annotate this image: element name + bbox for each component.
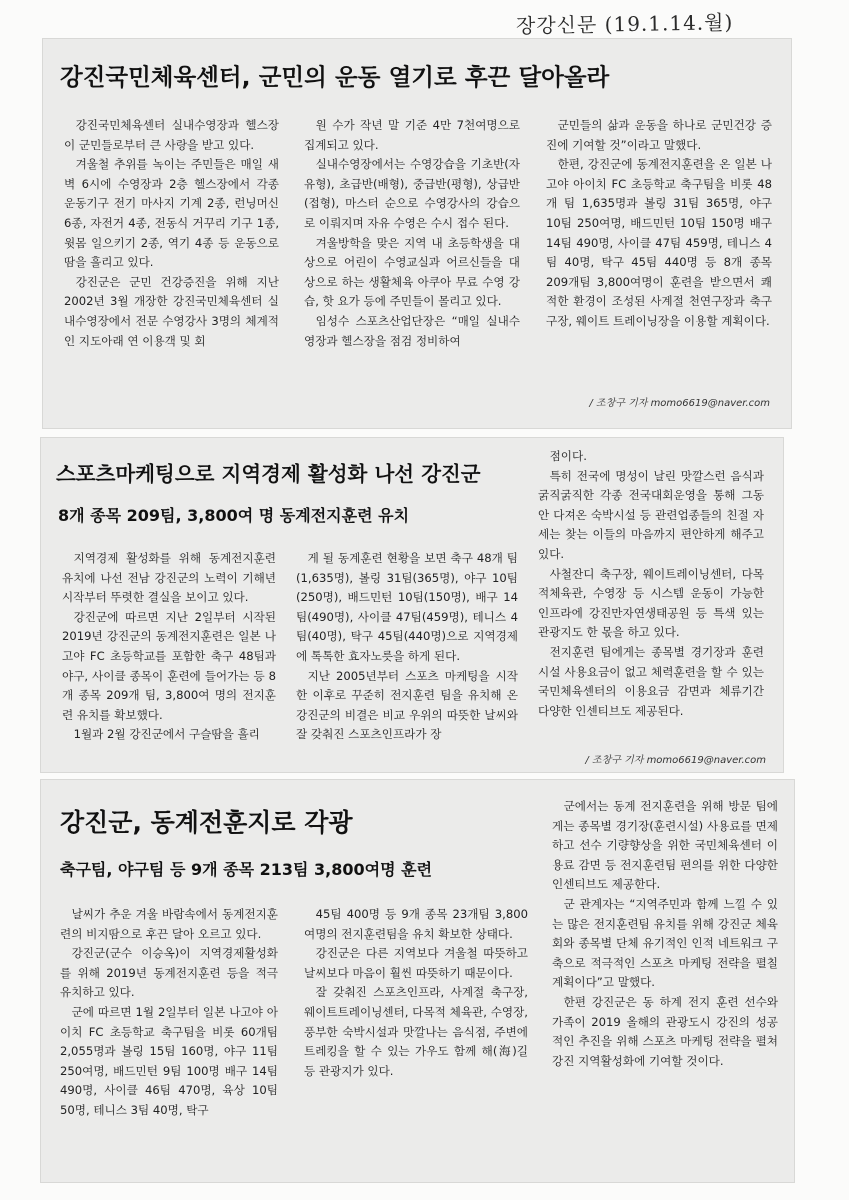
paragraph: 원 수가 작년 말 기준 4만 7천여명으로 집계되고 있다.	[304, 118, 520, 152]
paragraph: 실내수영장에서는 수영강습을 기초반(자유형), 초급반(배형), 중급반(평형), 상급반(접형), 마스터 순으로 수영강사의 강습으로 이뤄지며 자유 수영은 수시 접수 된다.	[304, 157, 520, 230]
paragraph: 군민들의 삶과 운동을 하나로 군민건강 증진에 기여할 것”이라고 말했다.	[546, 118, 772, 152]
paragraph: 사철잔디 축구장, 웨이트레이닝센터, 다목적체육관, 수영장 등 시스템 운동이 가능한 인프라에 강진만자연생태공원 등 특색 있는 관광지도 한 몫을 하고 있다.	[538, 566, 764, 640]
paragraph: 겨울방학을 맞은 지역 내 초등학생을 대상으로 어린이 수영교실과 어르신들을 대상으로 하는 생활체육 아쿠아 무료 수영 강습, 핫 요가 등에 주민들이 몰리고 있다.	[304, 235, 520, 309]
article3-subhead: 축구팀, 야구팀 등 9개 종목 213팀 3,800여명 훈련	[60, 860, 433, 879]
paragraph: 지난 2005년부터 스포츠 마케팅을 시작한 이후로 꾸준히 전지훈련 팀을 유치해 온 강진군의 비결은 비교 우위의 따뜻한 날씨와 잘 갖춰진 스포츠인프라가 장	[296, 668, 518, 742]
article2-column-1	[62, 549, 276, 767]
article-clipping-2	[40, 437, 784, 773]
paragraph: 강진군에 따르면 지난 2일부터 시작된 2019년 강진군의 동계전지훈련은 일본 나고야 FC 초등학교를 포함한 축구 48팀과 야구, 사이클 종목이 훈련에 들어가는 등 8개 종목 209개 팀, 3,800여 명의 전지훈련 유치를 확보했다.	[62, 609, 276, 722]
article2-subhead: 8개 종목 209팀, 3,800여 명 동계전지훈련 유치	[58, 506, 410, 525]
paragraph: 강진군은 다른 지역보다 겨울철 따뜻하고 날씨보다 마음이 훨씬 따뜻하기 때문이다.	[304, 946, 528, 980]
paragraph: 한편, 강진군에 동계전지훈련을 온 일본 나고야 아이치 FC 초등학교 축구팀을 비롯 48개 팀 1,635명과 볼링 31팀 365명, 야구 10팀 250여명, 배드민턴 10팀 150명 배구 14팀 490명, 사이클 47팀 459명, 테니스 4팀 40명, 탁구 45팀 440명 등 8개 종목 209개팀 3,800여명이 훈련을 받으면서 쾌적한 환경이 조성된 사계절 천연구장과 축구구장, 웨이트 트레이닝장을 이용할 계획이다.	[546, 157, 772, 328]
article3-column-3	[552, 797, 778, 1177]
article3-column-1	[60, 905, 278, 1175]
paragraph: 점이다.	[549, 449, 587, 463]
article1-column-1	[64, 116, 279, 420]
paragraph: 특히 전국에 명성이 날린 맛깔스런 음식과 굵직굵직한 각종 전국대회운영을 통해 그동안 다져온 숙박시설 등 관련업종들의 친절 자세는 찾는 이들의 마음까지 편안하게 해주고 있다.	[538, 468, 764, 561]
paragraph: 임성수 스포츠산업단장은 “매일 실내수영장과 헬스장을 점검 정비하여	[304, 313, 520, 348]
article1-column-3	[546, 116, 772, 402]
paragraph: 45팀 400명 등 9개 종목 23개팀 3,800여명의 전지훈련팀을 유치 확보한 상태다.	[304, 907, 528, 941]
article1-byline: / 조창구 기자 momo6619@naver.com	[589, 398, 770, 409]
handwritten-date-note: 장강신문 (19.1.14.월)	[515, 10, 734, 38]
article-clipping-3	[40, 779, 795, 1183]
paragraph: 날씨가 추운 겨울 바람속에서 동계전지훈련의 비지땀으로 후끈 달아 오르고 있다.	[60, 907, 278, 941]
paragraph: 한편 강진군은 동 하계 전지 훈련 선수와 가족이 2019 올해의 관광도시 강진의 성공적인 추진을 위해 스포츠 마케팅 전략을 펼쳐 강진 지역활성화에 기여할 것이다.	[552, 994, 778, 1068]
paragraph: 전지훈련 팀에게는 종목별 경기장과 훈련시설 사용요금이 없고 체력훈련을 할 수 있는 국민체육센터의 이용요금 감면과 체류기간 다양한 인센티브도 제공된다.	[538, 644, 764, 718]
paragraph: 잘 갖춰진 스포츠인프라, 사계절 축구장, 웨이트트레이닝센터, 다목적 체육관, 수영장, 풍부한 숙박시설과 맛깔나는 음식점, 주변에 트레킹을 할 수 있는 가우도 함께 해(海)길 등 관광지가 있다.	[304, 985, 528, 1078]
paragraph: 게 될 동계훈련 현황을 보면 축구 48개 팀(1,635명), 볼링 31팀(365명), 야구 10팀(250명), 배드민턴 10팀(150명), 배구 14팀(490명), 사이클 47팀(459명), 테니스 4팀(40명), 탁구 45팀(440명)으로 지역경제에 톡톡한 효자노릇을 하게 된다.	[296, 551, 518, 663]
paragraph: 군에서는 동계 전지훈련을 위해 방문 팀에게는 종목별 경기장(훈련시설) 사용료를 면제하고 선수 기량향상을 위한 국민체육센터 이용료 감면 등 전지훈련팀 편의를 위한 다양한 인센티브도 제공한다.	[552, 799, 778, 892]
paragraph: 지역경제 활성화를 위해 동계전지훈련 유치에 나선 전남 강진군의 노력이 기해년 시작부터 뚜렷한 결실을 보이고 있다.	[62, 551, 276, 605]
article2-byline: / 조창구 기자 momo6619@naver.com	[585, 755, 766, 766]
article2-column-2	[296, 549, 518, 767]
paragraph: 1월과 2월 강진군에서 구슬땀을 흘리	[73, 727, 260, 742]
paragraph: 강진군(군수 이승옥)이 지역경제활성화를 위해 2019년 동계전지훈련 등을 적극 유치하고 있다.	[60, 946, 278, 1000]
paragraph: 강진군은 군민 건강증진을 위해 지난 2002년 3월 개장한 강진국민체육센터 실내수영장에서 전문 수영강사 3명의 체계적인 지도아래 연 이용객 및 회	[64, 274, 279, 348]
article1-column-2	[304, 116, 520, 420]
article3-column-2	[304, 905, 528, 1175]
article2-headline: 스포츠마케팅으로 지역경제 활성화 나선 강진군	[56, 462, 481, 486]
article1-headline: 강진국민체육센터, 군민의 운동 열기로 후끈 달아올라	[60, 63, 610, 91]
paragraph: 군 관계자는 “지역주민과 함께 느낄 수 있는 많은 전지훈련팀 유치를 위해 강진군 체육회와 종목별 단체 유기적인 인적 네트워크 구축으로 적극적인 스포츠 마케팅 전략을 펼칠 계획이다”고 말했다.	[552, 896, 778, 990]
paragraph: 군에 따르면 1월 2일부터 일본 나고야 아이치 FC 초등학교 축구팀을 비롯 60개팀 2,055명과 볼링 15팀 160명, 야구 11팀 250여명, 배드민턴 9팀 100명 배구 14팀 490명, 사이클 46팀 470명, 육상 10팀 50명, 테니스 3팀 40명, 탁구	[60, 1004, 278, 1117]
article-clipping-1	[42, 38, 792, 429]
article3-headline: 강진군, 동계전훈지로 각광	[60, 808, 353, 837]
paragraph: 강진국민체육센터 실내수영장과 헬스장이 군민들로부터 큰 사랑을 받고 있다.	[64, 118, 279, 152]
article2-column-3	[538, 447, 764, 753]
paragraph: 겨울철 추위를 녹이는 주민들은 매일 새벽 6시에 수영장과 2층 헬스장에서 각종 운동기구 전기 마사지 기계 2종, 런닝머신 6종, 자전거 4종, 전동식 거꾸리 기구 1종, 윗몸 일으키기 2종, 역기 4종 등 운동으로 땀을 흘리고 있다.	[64, 157, 279, 270]
